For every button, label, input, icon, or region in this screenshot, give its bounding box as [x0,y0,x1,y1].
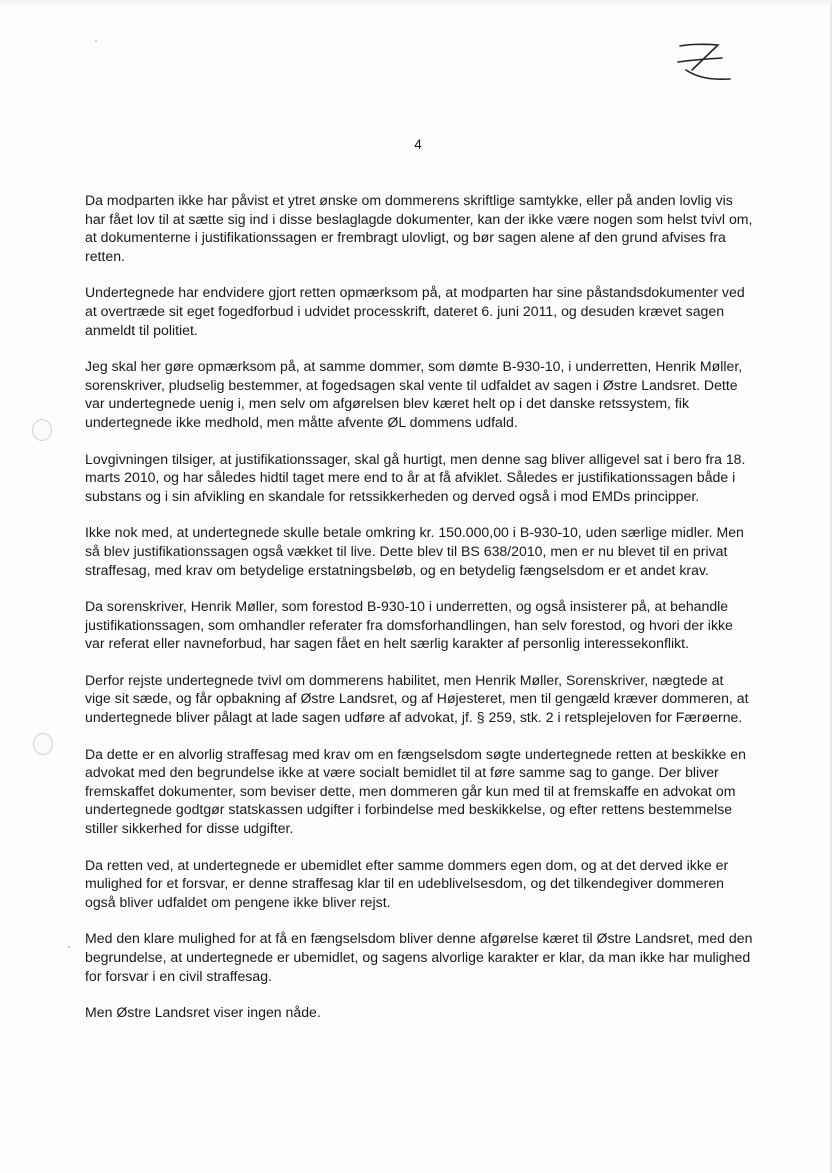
paragraph: Ikke nok med, at undertegnede skulle betale omkring kr. 150.000,00 i B-930-10, uden særlige midler. Men så blev justifikationssagen også vækket til live. Dette blev til BS 638/2010, men er nu blevet til en privat straffesag, med krav om betydelige erstatningsbeløb, og en betydelig fængselsdom er et andet krav. [85,524,744,578]
paragraph: Men Østre Landsret viser ingen nåde. [85,1004,321,1021]
paragraph: Da dette er en alvorlig straffesag med krav om en fængselsdom søgte undertegnede retten at beskikke en advokat med den begrundelse ikke at være socialt bemidlet til at føre samme sag to gange. Der bliver fremskaffet dokumenter, som beviser dette, men dommeren går kun med til at fremskaffe en advokat om undertegnede godtgør statskassen udgifter i forbindelse med beskikkelse, og efter rettens bestemmelse stiller sikkerhed for disse udgifter. [85,745,746,837]
paragraph: Derfor rejste undertegnede tvivl om dommerens habilitet, men Henrik Møller, Sorenskriver, nægtede at vige sit sæde, og får opbakning af Østre Landsret, og af Højesteret, men til gengæld kræver dommeren, at undertegnede bliver pålagt at lade sagen udføre af advokat, jf. § 259, stk. 2 i retsplejeloven for Færøerne. [85,671,749,726]
paragraph: Da modparten ikke har påvist et ytret ønske om dommerens skriftlige samtykke, eller på anden lovlig vis har fået lov til at sætte sig ind i disse beslaglagde dokumenter, kan der ikke være nogen som helst tvivl om, at dokumenterne i justifikationssagen er frembragt ulovligt, og bør sagen alene af den grund afvises fra retten. [85,192,753,264]
punch-hole [33,733,53,755]
letter-body [85,191,765,1040]
scan-speck [68,946,70,948]
paragraph: Da retten ved, at undertegnede er ubemidlet efter samme dommers egen dom, og at det derved ikke er mulighed for et forsvar, er denne straffesag klar til en udeblivelsesdom, og det tilkendegiver dommeren også bliver udfaldet om pengene ikke bliver rejst. [85,856,729,910]
scan-speck [95,40,97,42]
paragraph: Jeg skal her gøre opmærksom på, at samme dommer, som dømte B-930-10, i underretten, Henrik Møller, sorenskriver, pludselig bestemmer, at fogedsagen skal vente til udfaldet av sagen i Østre Landsret. Dette var undertegnede uenig i, men selv om afgørelsen blev kæret helt op i det danske retssystem, fik undertegnede ikke medhold, men måtte afvente ØL dommens udfald. [85,358,743,430]
handwritten-page-mark [672,40,732,84]
punch-hole [32,419,52,441]
paragraph: Med den klare mulighed for at få en fængselsdom bliver denne afgørelse kæret til Østre Landsret, med den begrundelse, at undertegnede er ubemidlet, og sagens alvorlige karakter er klar, da man ikke har mulighed for forsvar i en civil straffesag. [85,930,753,984]
scan-edge [0,0,832,6]
page-number: 4 [414,137,422,152]
paragraph: Da sorenskriver, Henrik Møller, som forestod B-930-10 i underretten, og også insisterer på, at behandle justifikationssagen, som omhandler referater fra domsforhandlingen, han selv forestod, og hvori der ikke var referat eller navneforbud, har sagen fået en helt særlig karakter af personlig interessekonflikt. [85,598,733,652]
paragraph: Lovgivningen tilsiger, at justifikationssager, skal gå hurtigt, men denne sag bliver alligevel sat i bero fra 18. marts 2010, og har således hidtil taget mere end to år at få afviklet. Således er justifikationssagen både i substans og i sin afvikling en skandale for retssikkerheden og derved også i mod EMDs principper. [85,450,746,504]
paragraph: Undertegnede har endvidere gjort retten opmærksom på, at modparten har sine påstandsdokumenter ved at overtræde sit eget fogedforbud i udvidet processkrift, dateret 6. juni 2011, og desuden krævet sagen anmeldt til politiet. [85,284,745,338]
